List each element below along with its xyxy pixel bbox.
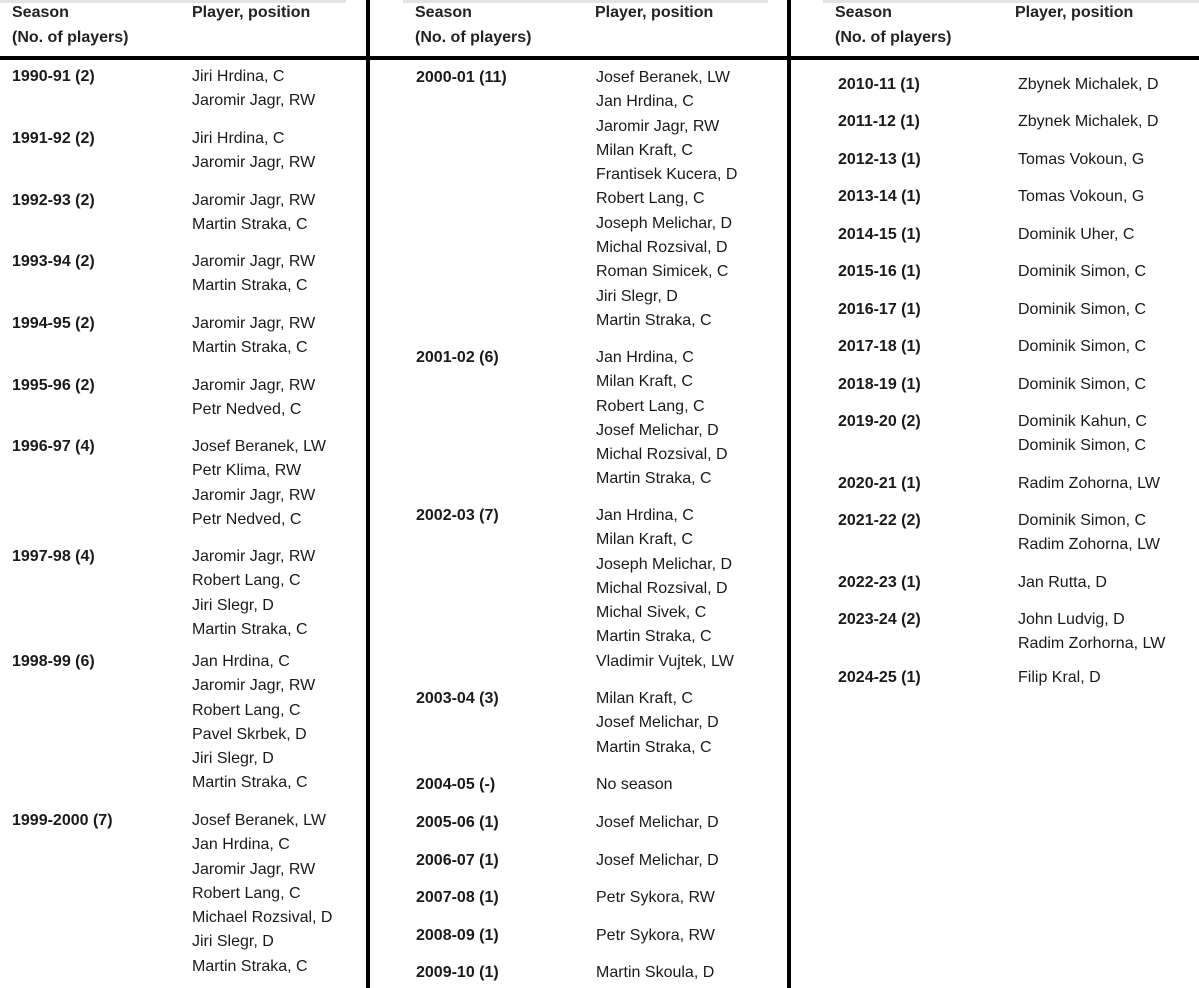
season-label: 1996-97 (4)	[12, 438, 95, 455]
season-label: 1990-91 (2)	[12, 68, 95, 85]
player-entry: Jaromir Jagr, RW	[192, 486, 316, 504]
player-entry: Jiri Hrdina, C	[192, 130, 285, 147]
player-entry: Jiri Slegr, D	[192, 596, 274, 614]
player-entry: Dominik Simon, C	[1018, 512, 1147, 529]
player-entry: Michal Rozsival, D	[596, 239, 728, 257]
season-label: 2013-14 (1)	[838, 188, 921, 205]
player-entry: Pavel Skrbek, D	[192, 725, 307, 743]
player-entry: Jan Hrdina, C	[192, 653, 290, 670]
season-label: 2006-07 (1)	[416, 852, 499, 869]
player-list	[192, 650, 315, 796]
season-label: 2011-12 (1)	[838, 113, 920, 130]
season-label: 1997-98 (4)	[12, 548, 95, 565]
player-entry: Dominik Simon, C	[1018, 263, 1147, 280]
player-entry: Radim Zohorna, LW	[1018, 475, 1160, 492]
player-entry: Michal Rozsival, D	[596, 446, 728, 464]
player-list	[596, 504, 734, 674]
player-list	[596, 924, 715, 948]
player-header: Player, position	[192, 4, 311, 21]
player-entry: Jaromir Jagr, RW	[192, 253, 316, 270]
player-entry: Josef Melichar, D	[596, 814, 719, 831]
player-list	[1018, 608, 1165, 657]
player-entry: Michal Rozsival, D	[596, 579, 728, 597]
season-label: 1994-95 (2)	[12, 315, 95, 332]
player-entry: Petr Sykora, RW	[596, 927, 715, 944]
season-label: 1998-99 (6)	[12, 653, 95, 670]
player-entry: Milan Kraft, C	[596, 373, 693, 391]
season-label: 2014-15 (1)	[838, 226, 921, 243]
player-entry: Robert Lang, C	[192, 884, 301, 902]
player-entry: Frantisek Kucera, D	[596, 166, 738, 184]
season-label: 2023-24 (2)	[838, 611, 921, 628]
player-entry: Petr Sykora, RW	[596, 889, 715, 906]
player-entry: Dominik Uher, C	[1018, 226, 1135, 243]
player-list	[192, 374, 315, 423]
player-list	[192, 809, 332, 979]
player-entry: Josef Melichar, D	[596, 421, 719, 439]
player-list	[1018, 148, 1144, 172]
player-entry: Jaromir Jagr, RW	[192, 154, 316, 172]
player-list	[1018, 110, 1159, 134]
player-list	[1018, 298, 1146, 322]
player-entry: Jaromir Jagr, RW	[192, 192, 316, 209]
player-entry: Joseph Melichar, D	[596, 555, 733, 573]
player-entry: Dominik Simon, C	[1018, 437, 1147, 455]
player-entry: Tomas Vokoun, G	[1018, 151, 1145, 168]
player-list	[596, 773, 673, 797]
player-entry: Martin Straka, C	[192, 620, 308, 638]
player-list	[596, 886, 715, 910]
season-header: Season (No. of players)	[415, 4, 532, 46]
player-entry: Jaromir Jagr, RW	[192, 377, 316, 394]
season-label: 2003-04 (3)	[416, 690, 499, 707]
player-list	[596, 346, 728, 492]
player-entry: Jaromir Jagr, RW	[192, 860, 316, 878]
player-entry: Jaromir Jagr, RW	[596, 117, 720, 135]
player-list	[192, 189, 315, 238]
player-entry: No season	[596, 776, 673, 793]
player-entry: Milan Kraft, C	[596, 141, 693, 159]
player-entry: Petr Nedved, C	[192, 401, 302, 419]
player-list	[596, 66, 737, 333]
season-label: 2007-08 (1)	[416, 889, 499, 906]
player-list	[192, 65, 315, 114]
player-entry: John Ludvig, D	[1018, 611, 1125, 628]
player-list	[1018, 509, 1160, 558]
player-entry: Jaromir Jagr, RW	[192, 315, 316, 332]
season-label: 2004-05 (-)	[416, 776, 496, 793]
player-entry: Martin Straka, C	[596, 738, 712, 756]
player-list	[1018, 410, 1147, 459]
header-rule	[370, 56, 790, 60]
player-list	[1018, 335, 1146, 359]
player-list	[1018, 571, 1107, 595]
season-label: 2019-20 (2)	[838, 413, 921, 430]
player-entry: Robert Lang, C	[192, 572, 301, 590]
player-entry: Martin Straka, C	[192, 774, 308, 792]
player-entry: Michal Sivek, C	[596, 604, 707, 622]
season-label: 2016-17 (1)	[838, 301, 921, 318]
player-entry: Roman Simicek, C	[596, 263, 729, 281]
player-entry: Milan Kraft, C	[596, 690, 693, 707]
season-label: 2009-10 (1)	[416, 964, 499, 981]
player-entry: Petr Nedved, C	[192, 510, 302, 528]
season-label: 2001-02 (6)	[416, 349, 499, 366]
header-rule	[0, 56, 370, 60]
season-header: Season (No. of players)	[835, 4, 952, 46]
player-list	[192, 435, 326, 532]
player-entry: Dominik Simon, C	[1018, 376, 1147, 393]
player-header: Player, position	[1015, 4, 1134, 21]
season-label: 1995-96 (2)	[12, 377, 95, 394]
player-entry: Zbynek Michalek, D	[1018, 113, 1159, 130]
player-entry: Martin Straka, C	[192, 339, 308, 357]
season-label: 2024-25 (1)	[838, 669, 921, 686]
player-entry: Jiri Hrdina, C	[192, 68, 285, 85]
player-list	[192, 250, 315, 299]
player-list	[192, 312, 315, 361]
season-label: 2005-06 (1)	[416, 814, 499, 831]
player-list	[596, 687, 719, 760]
player-list	[1018, 373, 1146, 397]
season-label: 1992-93 (2)	[12, 192, 95, 209]
season-label: 1991-92 (2)	[12, 130, 95, 147]
player-entry: Filip Kral, D	[1018, 669, 1101, 686]
player-entry: Jan Hrdina, C	[192, 836, 290, 854]
season-label: 2018-19 (1)	[838, 376, 921, 393]
season-label: 2022-23 (1)	[838, 574, 921, 591]
season-label: 1993-94 (2)	[12, 253, 95, 270]
player-entry: Jan Hrdina, C	[596, 349, 694, 366]
player-list	[1018, 666, 1101, 690]
player-entry: Martin Straka, C	[596, 311, 712, 329]
player-entry: Josef Beranek, LW	[192, 812, 326, 829]
player-list	[1018, 73, 1159, 97]
player-entry: Jan Hrdina, C	[596, 507, 694, 524]
player-list	[596, 849, 719, 873]
player-list	[1018, 260, 1146, 284]
player-list	[1018, 223, 1134, 247]
player-entry: Radim Zohorna, LW	[1018, 536, 1160, 554]
player-entry: Vladimir Vujtek, LW	[596, 652, 734, 670]
player-entry: Jiri Slegr, D	[596, 287, 678, 305]
player-entry: Martin Straka, C	[192, 277, 308, 295]
player-list	[192, 545, 315, 642]
player-entry: Dominik Simon, C	[1018, 338, 1147, 355]
player-entry: Josef Melichar, D	[596, 714, 719, 732]
player-entry: Jan Hrdina, C	[596, 93, 694, 111]
player-entry: Robert Lang, C	[192, 701, 301, 719]
player-entry: Dominik Kahun, C	[1018, 413, 1147, 430]
player-entry: Jaromir Jagr, RW	[192, 92, 316, 110]
header-rule	[790, 56, 1199, 60]
season-label: 2020-21 (1)	[838, 475, 921, 492]
player-entry: Josef Beranek, LW	[192, 438, 326, 455]
season-label: 2008-09 (1)	[416, 927, 499, 944]
player-header: Player, position	[595, 4, 714, 21]
player-entry: Jaromir Jagr, RW	[192, 677, 316, 695]
player-entry: Josef Melichar, D	[596, 852, 719, 869]
player-entry: Petr Klima, RW	[192, 462, 302, 480]
player-entry: Zbynek Michalek, D	[1018, 76, 1159, 93]
player-entry: Dominik Simon, C	[1018, 301, 1147, 318]
player-list	[596, 811, 719, 835]
player-entry: Milan Kraft, C	[596, 531, 693, 549]
player-entry: Martin Straka, C	[596, 470, 712, 488]
player-entry: Martin Straka, C	[192, 216, 308, 234]
column-separator	[366, 0, 370, 988]
season-label: 2021-22 (2)	[838, 512, 921, 529]
player-entry: Martin Skoula, D	[596, 964, 715, 981]
player-entry: Robert Lang, C	[596, 397, 705, 415]
season-label: 2000-01 (11)	[416, 69, 507, 86]
season-header: Season (No. of players)	[12, 4, 129, 46]
season-label: 2010-11 (1)	[838, 76, 920, 93]
season-label: 2017-18 (1)	[838, 338, 921, 355]
player-entry: Jaromir Jagr, RW	[192, 548, 316, 565]
player-entry: Tomas Vokoun, G	[1018, 188, 1145, 205]
player-entry: Jiri Slegr, D	[192, 750, 274, 768]
season-label: 1999-2000 (7)	[12, 812, 113, 829]
season-label: 2002-03 (7)	[416, 507, 499, 524]
season-label: 2012-13 (1)	[838, 151, 921, 168]
player-entry: Martin Straka, C	[192, 957, 308, 975]
player-list	[1018, 472, 1160, 496]
player-entry: Jiri Slegr, D	[192, 933, 274, 951]
season-label: 2015-16 (1)	[838, 263, 921, 280]
player-entry: Jan Rutta, D	[1018, 574, 1107, 591]
player-entry: Robert Lang, C	[596, 190, 705, 208]
player-list	[1018, 185, 1144, 209]
player-list	[596, 961, 714, 985]
player-entry: Martin Straka, C	[596, 628, 712, 646]
column-separator	[787, 0, 791, 988]
player-list	[192, 127, 315, 176]
player-entry: Michael Rozsival, D	[192, 909, 333, 927]
player-entry: Josef Beranek, LW	[596, 69, 730, 86]
player-entry: Radim Zorhorna, LW	[1018, 635, 1166, 653]
player-entry: Joseph Melichar, D	[596, 214, 733, 232]
